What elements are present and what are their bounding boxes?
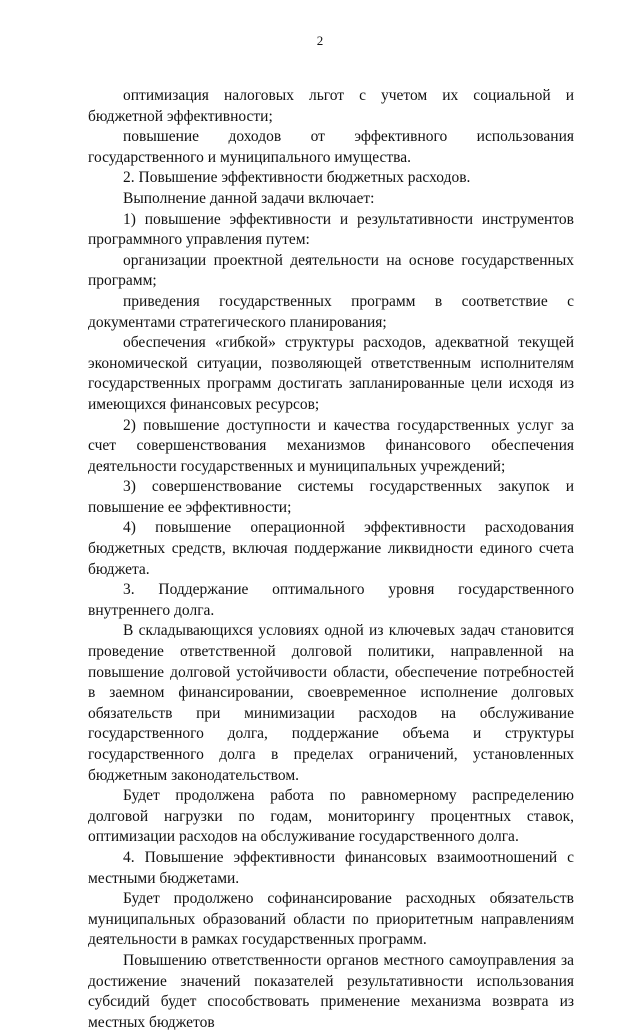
paragraph: оптимизация налоговых льгот с учетом их социальной и бюджетной эффективности;: [88, 87, 574, 125]
list-item: 3) совершенствование системы государственных закупок и повышение ее эффективности;: [88, 478, 574, 516]
paragraph: В складывающихся условиях одной из ключевых задач становится проведение ответственной долговой политики, направленной на повышение долговой устойчивости области, обеспечение потребностей в заемном финансировании, своевременное исполнение долговых обязательств при минимизации расходов на обслуживание государственного долга, поддержание объема и структуры государственного долга в пределах ограничений, установленных бюджетным законодательством.: [88, 622, 574, 784]
paragraph: Выполнение данной задачи включает:: [123, 189, 375, 207]
list-item: приведения государственных программ в соответствие с документами стратегического планирования;: [88, 292, 574, 331]
section-heading: 3. Поддержание оптимального уровня государственного внутреннего долга.: [88, 581, 574, 619]
paragraph: Повышению ответственности органов местного самоуправления за достижение значений показателей результативности использования субсидий будет способствовать применение механизма возврата из местных бюджетов: [88, 951, 574, 1031]
document-body: [88, 86, 574, 1033]
page-number: 2: [316, 33, 324, 48]
list-item: организации проектной деятельности на основе государственных программ;: [88, 251, 574, 290]
list-item: обеспечения «гибкой» структуры расходов, адекватной текущей экономической ситуации, позволяющей ответственным исполнителям государственных программ достигать запланированные цели исходя из имеющихся финансовых ресурсов;: [88, 334, 574, 413]
list-item: 2) повышение доступности и качества государственных услуг за счет совершенствования механизмов финансового обеспечения деятельности государственных и муниципальных учреждений;: [88, 416, 574, 475]
section-heading: 4. Повышение эффективности финансовых взаимоотношений с местными бюджетами.: [88, 848, 574, 887]
paragraph: повышение доходов от эффективного использования государственного и муниципального имущества.: [88, 128, 574, 166]
section-heading: 2. Повышение эффективности бюджетных расходов.: [123, 169, 471, 187]
list-item: 1) повышение эффективности и результативности инструментов программного управления путем:: [88, 210, 574, 249]
list-item: 4) повышение операционной эффективности расходования бюджетных средств, включая поддержание ликвидности единого счета бюджета.: [88, 519, 574, 578]
paragraph: Будет продолжена работа по равномерному распределению долговой нагрузки по годам, мониторингу процентных ставок, оптимизации расходов на обслуживание государственного долга.: [88, 787, 574, 846]
paragraph: Будет продолжено софинансирование расходных обязательств муниципальных образований области по приоритетным направлениям деятельности в рамках государственных программ.: [88, 890, 574, 949]
